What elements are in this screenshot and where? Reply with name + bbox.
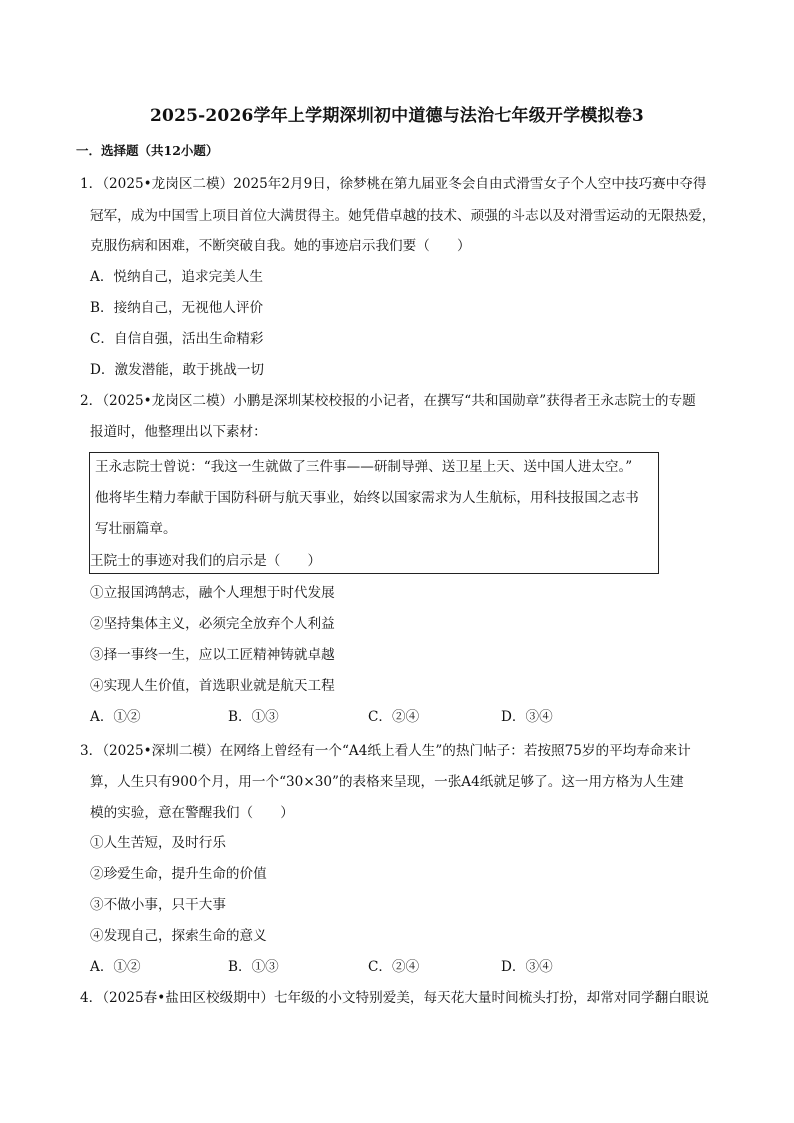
question-2-line-2: 报道时，他整理出以下素材： [90,424,267,440]
question-1-option-a: A．悦纳自己，追求完美人生 [90,269,263,285]
question-2-option-a: A．①② [90,709,141,725]
question-3-line-3: 模的实验，意在警醒我们（ ） [90,805,294,821]
question-3-option-a: A．①② [90,959,141,975]
question-3-option-d: D．③④ [501,959,553,975]
material-line-1: 王永志院士曾说：“我这一生就做了三件事——研制导弹、送卫星上天、送中国人进太空。” [95,459,633,475]
question-4-line-1: 4．（2025春•盐田区校级期中）七年级的小文特别爱美，每天花大量时间梳头打扮，却常对同学翻白眼说 [80,990,709,1006]
question-3-statement-4: ④发现自己，探索生命的意义 [90,928,267,944]
material-line-3: 写壮丽篇章。 [95,521,177,537]
question-2-statement-1: ①立报国鸿鹄志，融个人理想于时代发展 [90,585,335,601]
page-title: 2025-2026学年上学期深圳初中道德与法治七年级开学模拟卷3 [150,106,644,126]
section-heading: 一．选择题（共12小题） [76,143,219,158]
question-1-line-1: 1．（2025•龙岗区二模）2025年2月9日，徐梦桃在第九届亚冬会自由式滑雪女子个人空中技巧赛中夺得 [80,176,707,192]
question-1-line-3: 克服伤病和困难，不断突破自我。她的事迹启示我们要（ ） [90,238,471,254]
question-2-statement-4: ④实现人生价值，首选职业就是航天工程 [90,678,335,694]
question-3-statement-2: ②珍爱生命，提升生命的价值 [90,866,267,882]
question-3-statement-1: ①人生苦短，及时行乐 [90,835,226,851]
question-2-option-d: D．③④ [501,709,553,725]
question-2-option-b: B．①③ [228,709,279,725]
question-2-stem: 王院士的事迹对我们的启示是（ ） [90,553,322,569]
question-2-statement-3: ③择一事终一生，应以工匠精神铸就卓越 [90,647,335,663]
question-1-option-c: C．自信自强，活出生命精彩 [90,331,264,347]
question-3-statement-3: ③不做小事，只干大事 [90,897,226,913]
question-3-option-c: C．②④ [368,959,420,975]
question-1-option-d: D．激发潜能，敢于挑战一切 [90,362,265,378]
question-3-line-1: 3．（2025•深圳二模）在网络上曾经有一个“A4纸上看人生”的热门帖子：若按照75岁的平均寿命来计 [80,743,691,759]
question-2-option-c: C．②④ [368,709,420,725]
question-2-statement-2: ②坚持集体主义，必须完全放弃个人利益 [90,616,335,632]
question-3-option-b: B．①③ [228,959,279,975]
question-3-line-2: 算，人生只有900个月，用一个“30×30”的表格来呈现，一张A4纸就足够了。这一用方格为人生建 [90,774,684,790]
question-1-line-2: 冠军，成为中国雪上项目首位大满贯得主。她凭借卓越的技术、顽强的斗志以及对滑雪运动的无限热爱， [90,208,716,224]
question-1-option-b: B．接纳自己，无视他人评价 [90,300,264,316]
question-2-line-1: 2．（2025•龙岗区二模）小鹏是深圳某校校报的小记者，在撰写“共和国勋章”获得者王永志院士的专题 [80,393,696,409]
material-line-2: 他将毕生精力奉献于国防科研与航天事业，始终以国家需求为人生航标，用科技报国之志书 [95,490,639,506]
